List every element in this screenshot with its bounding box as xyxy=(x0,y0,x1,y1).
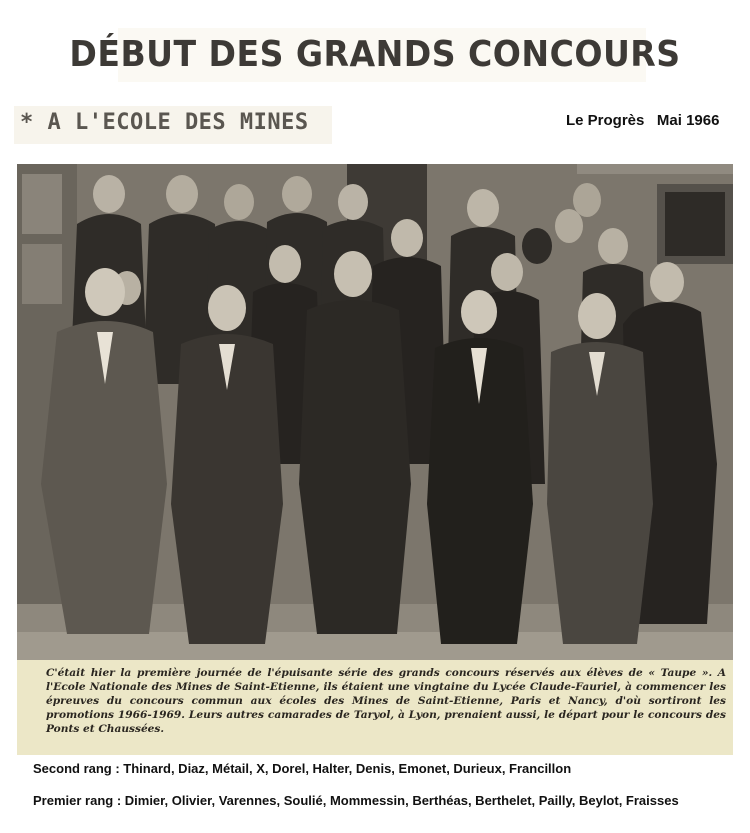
source-line xyxy=(566,112,719,129)
publication-date: Mai 1966 xyxy=(656,112,720,129)
group-photograph xyxy=(17,164,733,660)
photo-illustration xyxy=(17,164,733,660)
headline: DÉBUT DES GRANDS CONCOURS xyxy=(69,34,681,75)
subheadline: * A L'ECOLE DES MINES xyxy=(20,110,309,135)
photo-caption: C'était hier la première journée de l'épuisante série des grands concours réservés aux élèves de « Taupe ». A l'Ecole Nationale des Mines de Saint-Etienne, ils étaient une vingtaine du Lycée Claude-Fauriel, à commencer les épreuves du concours commun aux écoles des Mines de Saint-Etienne, Paris et Nancy, d'où sortiront les promotions 1966-1969. Leurs autres camarades de Taryol, à Lyon, prenaient aussi, le départ pour le concours des Ponts et Chaussées. xyxy=(46,667,726,735)
first-rank-names: Premier rang : Dimier, Olivier, Varennes, Soulié, Mommessin, Berthéas, Berthelet, Pailly, Beylot, Fraisses xyxy=(33,793,679,808)
second-rank-names: Second rang : Thinard, Diaz, Métail, X, Dorel, Halter, Denis, Emonet, Durieux, Francillon xyxy=(33,761,572,776)
newspaper-name: Le Progrès xyxy=(566,112,645,129)
